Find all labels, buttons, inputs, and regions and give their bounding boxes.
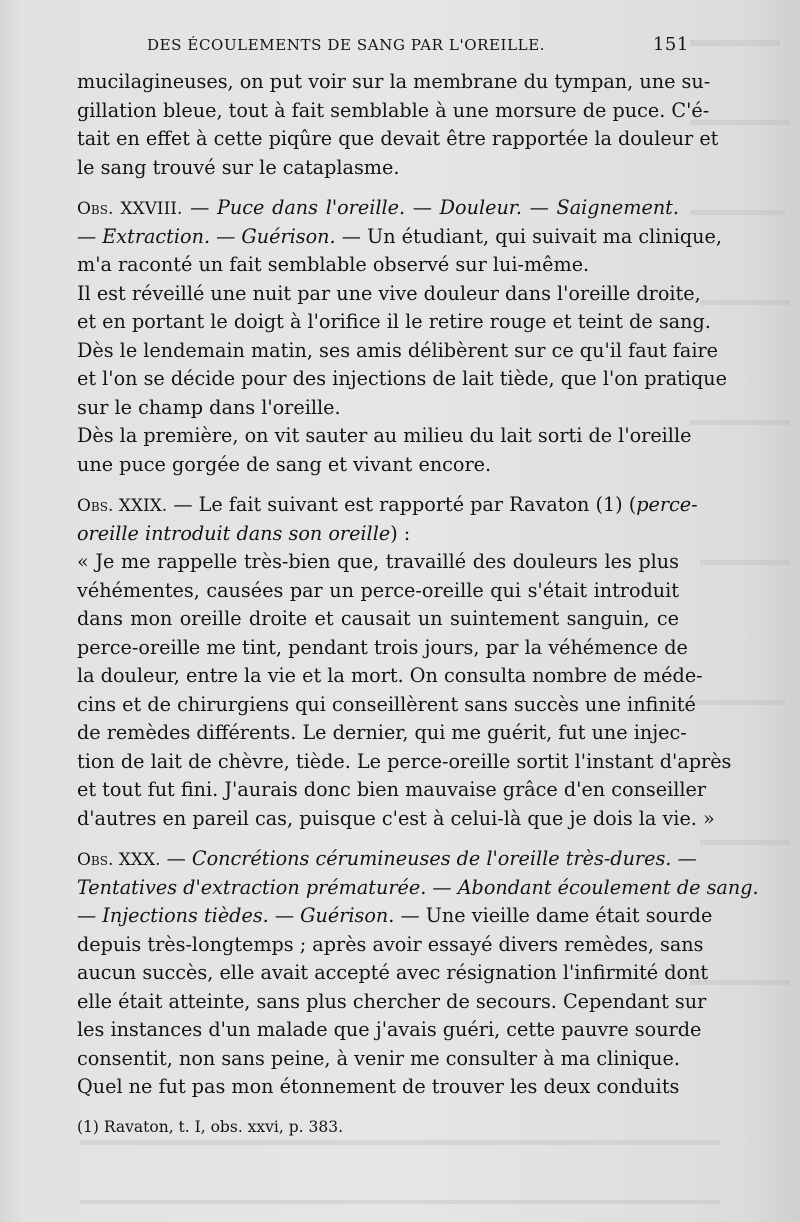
obs-heading-line: oreille introduit dans son oreille) : (77, 521, 411, 545)
text-line: Il est réveillé une nuit par une vive douleur dans l'oreille droite, (77, 281, 701, 305)
text-line: une puce gorgée de sang et vivant encore. (77, 452, 492, 476)
obs-title: — Extraction. — Guérison. (77, 224, 336, 248)
obs-title: oreille introduit dans son oreille (77, 521, 391, 545)
text-line: tion de lait de chèvre, tiède. Le perce-oreille sortit l'instant d'après (77, 749, 732, 773)
text-line: de remèdes différents. Le dernier, qui me guérit, fut une injec- (77, 721, 687, 744)
text-line: consentit, non sans peine, à venir me consulter à ma clinique. (77, 1046, 680, 1070)
text-line: tait en effet à cette piqûre que devait être rapportée la douleur et (77, 127, 719, 150)
text-line: Dès la première, on vit sauter au milieu du lait sorti de l'oreille (77, 424, 692, 447)
text-line: la douleur, entre la vie et la mort. On consulta nombre de méde- (77, 664, 703, 687)
page-number: 151 (652, 34, 689, 55)
text-line: le sang trouvé sur le cataplasme. (77, 155, 400, 179)
text-line: Quel ne fut pas mon étonnement de trouver les deux conduits (77, 1075, 680, 1098)
obs-heading-line (77, 874, 759, 903)
text-line: d'autres en pareil cas, puisque c'est à celui-là que je dois la vie. » (77, 806, 715, 830)
text-line: dans mon oreille droite et causait un suintement sanguin, ce (77, 607, 679, 630)
obs-heading-line: Obs. XXVIII. — Puce dans l'oreille. — Douleur. — Saignement. (77, 196, 679, 219)
text-line: véhémentes, causées par un perce-oreille qui s'était introduit (77, 578, 679, 602)
text-line: gillation bleue, tout à fait semblable à une morsure de puce. C'é- (77, 98, 710, 122)
text-line: sur le champ dans l'oreille. (77, 395, 341, 419)
text-line: aucun succès, elle avait accepté avec résignation l'infirmité dont (77, 961, 709, 984)
text-line: m'a raconté un fait semblable observé sur lui-même. (77, 253, 590, 276)
text-line: Dès le lendemain matin, ses amis délibèrent sur ce qu'il faut faire (77, 338, 719, 362)
obs-title: — Injections tièdes. — Guérison. (77, 904, 395, 927)
obs-title: Tentatives d'extraction prématurée. — Abondant écoulement de sang. (77, 875, 759, 899)
text-line: cins et de chirurgiens qui conseillèrent sans succès une infinité (77, 692, 696, 716)
obs-heading-line: — Extraction. — Guérison. — Un étudiant, qui suivait ma clinique, (77, 224, 722, 248)
page-text (77, 30, 759, 1138)
obs-title: Puce dans l'oreille. — Douleur. — Saignement. (217, 196, 679, 219)
obs-label: Obs. XXIX. (77, 496, 168, 516)
running-title: DES ÉCOULEMENTS DE SANG PAR L'OREILLE. (147, 36, 546, 54)
obs-label: Obs. XXVIII. (77, 199, 183, 219)
obs-title: perce- (636, 493, 698, 516)
text-line: depuis très-longtemps ; après avoir essayé divers remèdes, sans (77, 932, 704, 956)
obs-title: Concrétions cérumineuses de l'oreille très-dures. — (191, 847, 697, 870)
text-line: elle était atteinte, sans plus chercher de secours. Cependant sur (77, 989, 707, 1013)
text-line: perce-oreille me tint, pendant trois jours, par la véhémence de (77, 635, 688, 659)
obs-label: Obs. XXX. (77, 850, 161, 870)
obs-heading-line: — Injections tièdes. — Guérison. — Une vieille dame était sourde (77, 904, 713, 927)
text-line: et en portant le doigt à l'orifice il le retire rouge et teint de sang. (77, 310, 711, 333)
footnote: (1) Ravaton, t. I, obs. xxvi, p. 383. (77, 1117, 344, 1136)
text-line: et tout fut fini. J'aurais donc bien mauvaise grâce d'en conseiller (77, 778, 707, 801)
text-line: « Je me rappelle très-bien que, travaillé des douleurs les plus (77, 550, 679, 573)
text-line: mucilagineuses, on put voir sur la membrane du tympan, une su- (77, 70, 711, 93)
text-line: et l'on se décide pour des injections de lait tiède, que l'on pratique (77, 367, 727, 390)
text-line: les instances d'un malade que j'avais guéri, cette pauvre sourde (77, 1018, 702, 1041)
obs-heading-line: Obs. XXIX. — Le fait suivant est rapporté par Ravaton (1) (perce- (77, 493, 698, 516)
running-head (77, 30, 689, 68)
obs-heading-line: Obs. XXX. — Concrétions cérumineuses de l'oreille très-dures. — (77, 847, 697, 870)
